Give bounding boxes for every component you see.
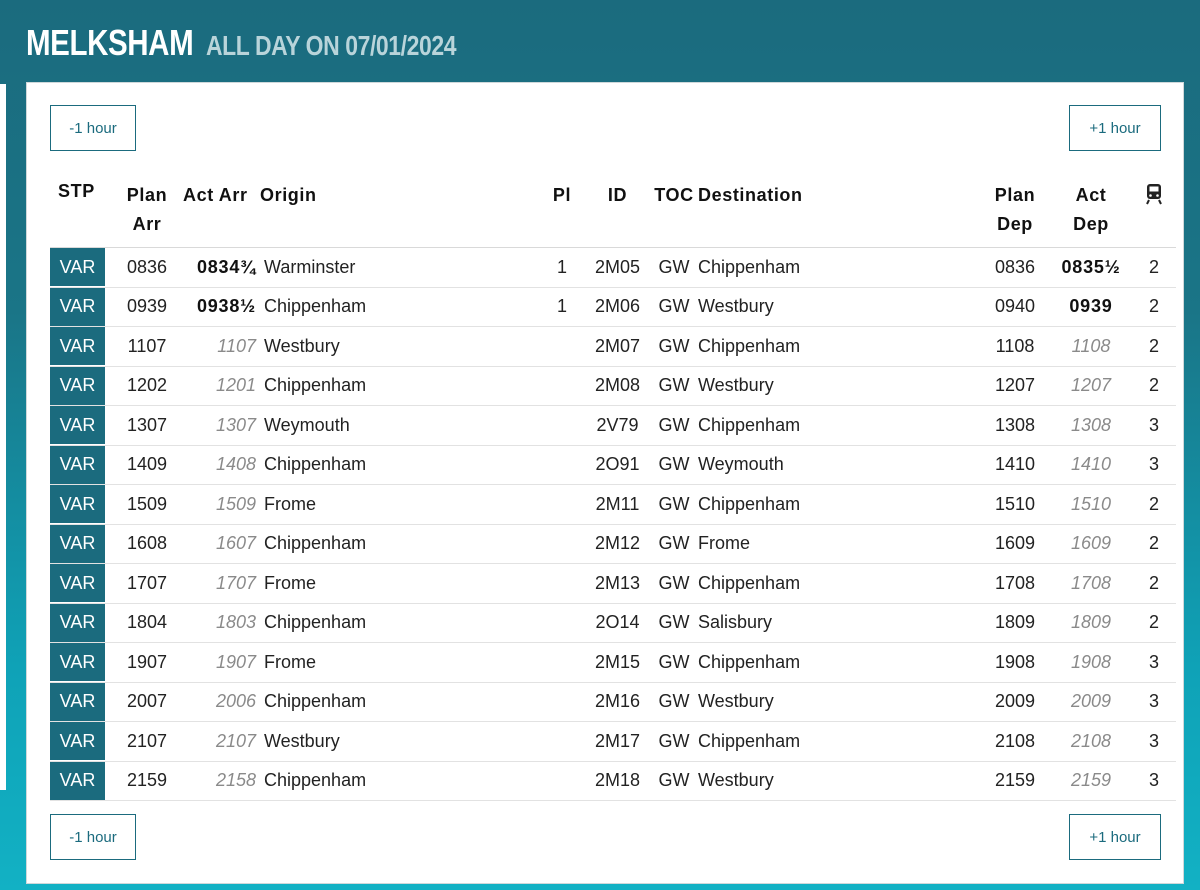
act-dep-cell: 0939 <box>1050 287 1132 327</box>
toc-cell: GW <box>654 248 694 288</box>
platform-cell: 1 <box>543 287 581 327</box>
stp-badge: VAR <box>50 762 105 800</box>
plan-arr-cell: 1107 <box>113 327 181 367</box>
plan-dep-cell: 1510 <box>980 485 1050 525</box>
stp-badge: VAR <box>50 446 105 484</box>
stp-cell <box>50 682 113 722</box>
platform-cell <box>543 445 581 485</box>
act-arr-cell: 1307 <box>181 406 260 446</box>
table-row[interactable] <box>50 406 1176 446</box>
next-hour-button[interactable]: +1 hour <box>1069 105 1161 151</box>
origin-link[interactable]: Chippenham <box>260 682 543 722</box>
plan-dep-cell: 2159 <box>980 761 1050 801</box>
stp-badge: VAR <box>50 604 105 642</box>
table-row[interactable] <box>50 366 1176 406</box>
act-arr-cell: 1607 <box>181 524 260 564</box>
act-arr-cell: 0834¾ <box>181 248 260 288</box>
act-arr-cell: 1509 <box>181 485 260 525</box>
act-dep-cell: 0835½ <box>1050 248 1132 288</box>
table-row[interactable] <box>50 643 1176 683</box>
col-plan-arr-line2: Arr <box>132 214 162 234</box>
platform-cell <box>543 643 581 683</box>
stp-cell <box>50 366 113 406</box>
origin-link[interactable]: Chippenham <box>260 287 543 327</box>
service-id-link[interactable]: 2M15 <box>581 643 654 683</box>
plan-dep-cell: 2009 <box>980 682 1050 722</box>
col-platform: Pl <box>543 177 581 248</box>
toc-cell: GW <box>654 722 694 762</box>
cars-cell: 3 <box>1132 643 1176 683</box>
act-dep-cell: 1708 <box>1050 564 1132 604</box>
stp-cell <box>50 406 113 446</box>
plan-dep-cell: 2108 <box>980 722 1050 762</box>
destination-link[interactable]: Westbury <box>694 287 980 327</box>
destination-link[interactable]: Salisbury <box>694 603 980 643</box>
origin-link[interactable]: Warminster <box>260 248 543 288</box>
origin-link[interactable]: Chippenham <box>260 603 543 643</box>
toc-cell: GW <box>654 287 694 327</box>
destination-link[interactable]: Chippenham <box>694 406 980 446</box>
stp-badge: VAR <box>50 406 105 444</box>
stp-badge: VAR <box>50 327 105 365</box>
stp-cell <box>50 564 113 604</box>
table-row[interactable] <box>50 524 1176 564</box>
table-header-row <box>50 177 1176 248</box>
col-toc: TOC <box>654 177 694 248</box>
stp-cell <box>50 327 113 367</box>
stp-cell <box>50 643 113 683</box>
col-act-dep-line2: Dep <box>1073 214 1109 234</box>
cars-cell: 2 <box>1132 366 1176 406</box>
toc-cell: GW <box>654 406 694 446</box>
stp-badge: VAR <box>50 288 105 326</box>
col-act-dep <box>1050 177 1132 248</box>
cars-cell: 3 <box>1132 682 1176 722</box>
act-arr-cell: 2158 <box>181 761 260 801</box>
origin-link[interactable]: Westbury <box>260 722 543 762</box>
act-arr-cell: 1907 <box>181 643 260 683</box>
col-destination: Destination <box>694 177 980 248</box>
next-hour-button-bottom[interactable]: +1 hour <box>1069 814 1161 860</box>
cars-cell: 2 <box>1132 327 1176 367</box>
plan-arr-cell: 0939 <box>113 287 181 327</box>
plan-dep-cell: 0940 <box>980 287 1050 327</box>
act-arr-cell: 1107 <box>181 327 260 367</box>
service-id-link[interactable]: 2M06 <box>581 287 654 327</box>
table-row[interactable] <box>50 603 1176 643</box>
cars-cell: 2 <box>1132 564 1176 604</box>
plan-arr-cell: 1509 <box>113 485 181 525</box>
destination-link[interactable]: Chippenham <box>694 327 980 367</box>
plan-dep-cell: 1207 <box>980 366 1050 406</box>
table-row[interactable] <box>50 445 1176 485</box>
origin-link[interactable]: Chippenham <box>260 445 543 485</box>
plan-dep-cell: 1609 <box>980 524 1050 564</box>
destination-link[interactable]: Chippenham <box>694 485 980 525</box>
train-icon <box>1146 183 1162 205</box>
origin-link[interactable]: Frome <box>260 564 543 604</box>
destination-link[interactable]: Chippenham <box>694 248 980 288</box>
toc-cell: GW <box>654 524 694 564</box>
col-cars <box>1132 177 1176 248</box>
stp-badge: VAR <box>50 367 105 405</box>
destination-link[interactable]: Frome <box>694 524 980 564</box>
service-id-link[interactable]: 2M05 <box>581 248 654 288</box>
toc-cell: GW <box>654 445 694 485</box>
table-row[interactable] <box>50 761 1176 801</box>
platform-cell <box>543 603 581 643</box>
platform-cell: 1 <box>543 248 581 288</box>
platform-cell <box>543 761 581 801</box>
plan-arr-cell: 1307 <box>113 406 181 446</box>
table-row[interactable] <box>50 682 1176 722</box>
plan-arr-cell: 1707 <box>113 564 181 604</box>
date-subtitle: ALL DAY ON 07/01/2024 <box>205 30 457 61</box>
table-row[interactable] <box>50 485 1176 525</box>
destination-link[interactable]: Westbury <box>694 366 980 406</box>
destination-link[interactable]: Westbury <box>694 761 980 801</box>
origin-link[interactable]: Chippenham <box>260 761 543 801</box>
act-dep-cell: 1510 <box>1050 485 1132 525</box>
act-dep-cell: 1108 <box>1050 327 1132 367</box>
side-panel-edge <box>0 84 6 790</box>
service-id-link[interactable]: 2M13 <box>581 564 654 604</box>
destination-link[interactable]: Weymouth <box>694 445 980 485</box>
cars-cell: 3 <box>1132 761 1176 801</box>
cars-cell: 2 <box>1132 485 1176 525</box>
service-id-link[interactable]: 2O14 <box>581 603 654 643</box>
table-row[interactable] <box>50 248 1176 288</box>
act-arr-cell: 0938½ <box>181 287 260 327</box>
col-plan-dep-line1: Plan <box>994 185 1036 205</box>
service-id-link[interactable]: 2M07 <box>581 327 654 367</box>
plan-dep-cell: 1809 <box>980 603 1050 643</box>
act-dep-cell: 2009 <box>1050 682 1132 722</box>
service-id-link[interactable]: 2M12 <box>581 524 654 564</box>
service-id-link[interactable]: 2M08 <box>581 366 654 406</box>
stp-badge: VAR <box>50 683 105 721</box>
origin-link[interactable]: Chippenham <box>260 366 543 406</box>
plan-dep-cell: 1108 <box>980 327 1050 367</box>
col-stp: STP <box>50 177 113 248</box>
plan-arr-cell: 1608 <box>113 524 181 564</box>
stp-badge: VAR <box>50 643 105 681</box>
toc-cell: GW <box>654 564 694 604</box>
table-row[interactable] <box>50 327 1176 367</box>
plan-arr-cell: 2159 <box>113 761 181 801</box>
platform-cell <box>543 485 581 525</box>
plan-arr-cell: 1409 <box>113 445 181 485</box>
plan-dep-cell: 1308 <box>980 406 1050 446</box>
stp-badge: VAR <box>50 525 105 563</box>
table-row[interactable] <box>50 564 1176 604</box>
col-origin: Origin <box>260 177 543 248</box>
toc-cell: GW <box>654 485 694 525</box>
origin-link[interactable]: Westbury <box>260 327 543 367</box>
table-row[interactable] <box>50 287 1176 327</box>
col-act-dep-line1: Act <box>1075 185 1107 205</box>
act-dep-cell: 1609 <box>1050 524 1132 564</box>
act-arr-cell: 1201 <box>181 366 260 406</box>
destination-link[interactable]: Chippenham <box>694 722 980 762</box>
col-plan-dep <box>980 177 1050 248</box>
act-dep-cell: 1308 <box>1050 406 1132 446</box>
table-row[interactable] <box>50 722 1176 762</box>
plan-arr-cell: 1804 <box>113 603 181 643</box>
station-name: MELKSHAM <box>26 22 194 63</box>
act-dep-cell: 1410 <box>1050 445 1132 485</box>
service-id-link[interactable]: 2M17 <box>581 722 654 762</box>
services-table <box>50 177 1176 801</box>
stp-cell <box>50 287 113 327</box>
origin-link[interactable]: Frome <box>260 485 543 525</box>
plan-dep-cell: 1708 <box>980 564 1050 604</box>
col-plan-arr <box>113 177 181 248</box>
service-id-link[interactable]: 2M18 <box>581 761 654 801</box>
stp-badge: VAR <box>50 485 105 523</box>
cars-cell: 3 <box>1132 406 1176 446</box>
col-id: ID <box>581 177 654 248</box>
stp-cell <box>50 722 113 762</box>
prev-hour-button[interactable]: -1 hour <box>50 105 136 151</box>
cars-cell: 2 <box>1132 603 1176 643</box>
act-dep-cell: 2108 <box>1050 722 1132 762</box>
service-id-link[interactable]: 2O91 <box>581 445 654 485</box>
stp-badge: VAR <box>50 564 105 602</box>
prev-hour-button-bottom[interactable]: -1 hour <box>50 814 136 860</box>
plan-arr-cell: 0836 <box>113 248 181 288</box>
cars-cell: 2 <box>1132 524 1176 564</box>
col-act-arr: Act Arr <box>181 177 260 248</box>
plan-arr-cell: 1907 <box>113 643 181 683</box>
act-arr-cell: 1803 <box>181 603 260 643</box>
plan-arr-cell: 2007 <box>113 682 181 722</box>
origin-link[interactable]: Weymouth <box>260 406 543 446</box>
cars-cell: 2 <box>1132 248 1176 288</box>
cars-cell: 2 <box>1132 287 1176 327</box>
platform-cell <box>543 327 581 367</box>
act-arr-cell: 2107 <box>181 722 260 762</box>
destination-link[interactable]: Chippenham <box>694 643 980 683</box>
departures-panel <box>26 82 1184 884</box>
stp-badge: VAR <box>50 248 105 286</box>
toc-cell: GW <box>654 761 694 801</box>
act-arr-cell: 1707 <box>181 564 260 604</box>
col-plan-dep-line2: Dep <box>997 214 1033 234</box>
platform-cell <box>543 564 581 604</box>
act-arr-cell: 2006 <box>181 682 260 722</box>
platform-cell <box>543 722 581 762</box>
stp-cell <box>50 445 113 485</box>
act-dep-cell: 2159 <box>1050 761 1132 801</box>
stp-cell <box>50 485 113 525</box>
plan-dep-cell: 0836 <box>980 248 1050 288</box>
platform-cell <box>543 682 581 722</box>
stp-cell <box>50 761 113 801</box>
platform-cell <box>543 366 581 406</box>
service-id-link[interactable]: 2M11 <box>581 485 654 525</box>
destination-link[interactable]: Chippenham <box>694 564 980 604</box>
plan-dep-cell: 1410 <box>980 445 1050 485</box>
service-id-link[interactable]: 2M16 <box>581 682 654 722</box>
stp-badge: VAR <box>50 722 105 760</box>
toc-cell: GW <box>654 366 694 406</box>
service-id-link[interactable]: 2V79 <box>581 406 654 446</box>
origin-link[interactable]: Chippenham <box>260 524 543 564</box>
page-title <box>26 22 511 70</box>
plan-arr-cell: 1202 <box>113 366 181 406</box>
platform-cell <box>543 406 581 446</box>
cars-cell: 3 <box>1132 722 1176 762</box>
act-arr-cell: 1408 <box>181 445 260 485</box>
toc-cell: GW <box>654 682 694 722</box>
plan-arr-cell: 2107 <box>113 722 181 762</box>
stp-cell <box>50 524 113 564</box>
stp-cell <box>50 603 113 643</box>
toc-cell: GW <box>654 603 694 643</box>
toc-cell: GW <box>654 643 694 683</box>
services-table-body <box>50 248 1176 801</box>
origin-link[interactable]: Frome <box>260 643 543 683</box>
destination-link[interactable]: Westbury <box>694 682 980 722</box>
stp-cell <box>50 248 113 288</box>
act-dep-cell: 1207 <box>1050 366 1132 406</box>
plan-dep-cell: 1908 <box>980 643 1050 683</box>
platform-cell <box>543 524 581 564</box>
col-plan-arr-line1: Plan <box>126 185 168 205</box>
act-dep-cell: 1809 <box>1050 603 1132 643</box>
cars-cell: 3 <box>1132 445 1176 485</box>
act-dep-cell: 1908 <box>1050 643 1132 683</box>
toc-cell: GW <box>654 327 694 367</box>
